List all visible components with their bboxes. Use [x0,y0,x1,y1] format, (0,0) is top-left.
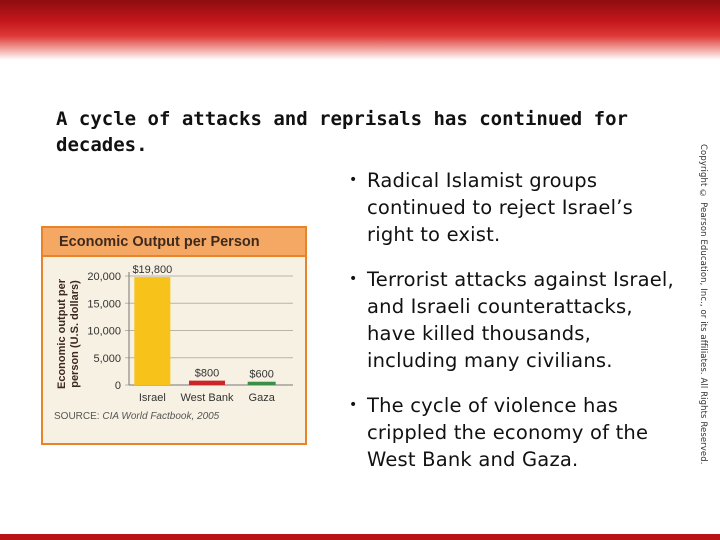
y-tick-label: 0 [114,380,121,392]
header-band [0,0,720,60]
y-tick-label: 15,000 [87,298,121,311]
y-tick-label: 10,000 [87,325,121,338]
data-label: $800 [194,367,220,380]
bar-gaza [248,382,276,385]
bullet-item [344,392,684,473]
bullet-dot-icon: • [349,172,358,188]
y-tick-label: 20,000 [87,271,121,283]
source-label: SOURCE: [54,411,100,422]
y-axis-title: Economic output perperson (U.S. dollars) [56,279,81,389]
bullet-text: The cycle of violence has crippled the economy of the West Bank and Gaza. [367,394,649,471]
bullet-list [344,167,684,473]
chart-title: Economic Output per Person [59,234,260,250]
copyright-notice: Copyright © Pearson Education, Inc., or its affiliates. All Rights Reserved. [698,144,708,465]
bullet-item [344,167,684,248]
bar-west-bank [189,381,225,385]
y-tick-label: 5,000 [93,352,121,365]
slide-headline: A cycle of attacks and reprisals has continued for decades. [56,108,628,156]
chart-source [54,411,219,422]
source-text: CIA World Factbook, 2005 [102,411,220,422]
x-tick-label: West Bank [180,392,234,404]
data-label: $600 [249,368,274,381]
chart-card [41,226,307,445]
footer-bar [0,534,720,540]
bullet-dot-icon: • [349,271,358,287]
bullet-text: Radical Islamist groups continued to reject Israel’s right to exist. [367,169,633,246]
bar-israel [134,277,170,385]
bullet-dot-icon: • [349,397,358,413]
data-label: $19,800 [132,264,173,277]
bullet-item [344,266,684,374]
x-tick-label: Gaza [248,392,275,404]
x-tick-label: Israel [138,392,166,404]
bullet-text: Terrorist attacks against Israel, and Israeli counterattacks, have killed thousands, including many civilians. [367,268,674,372]
